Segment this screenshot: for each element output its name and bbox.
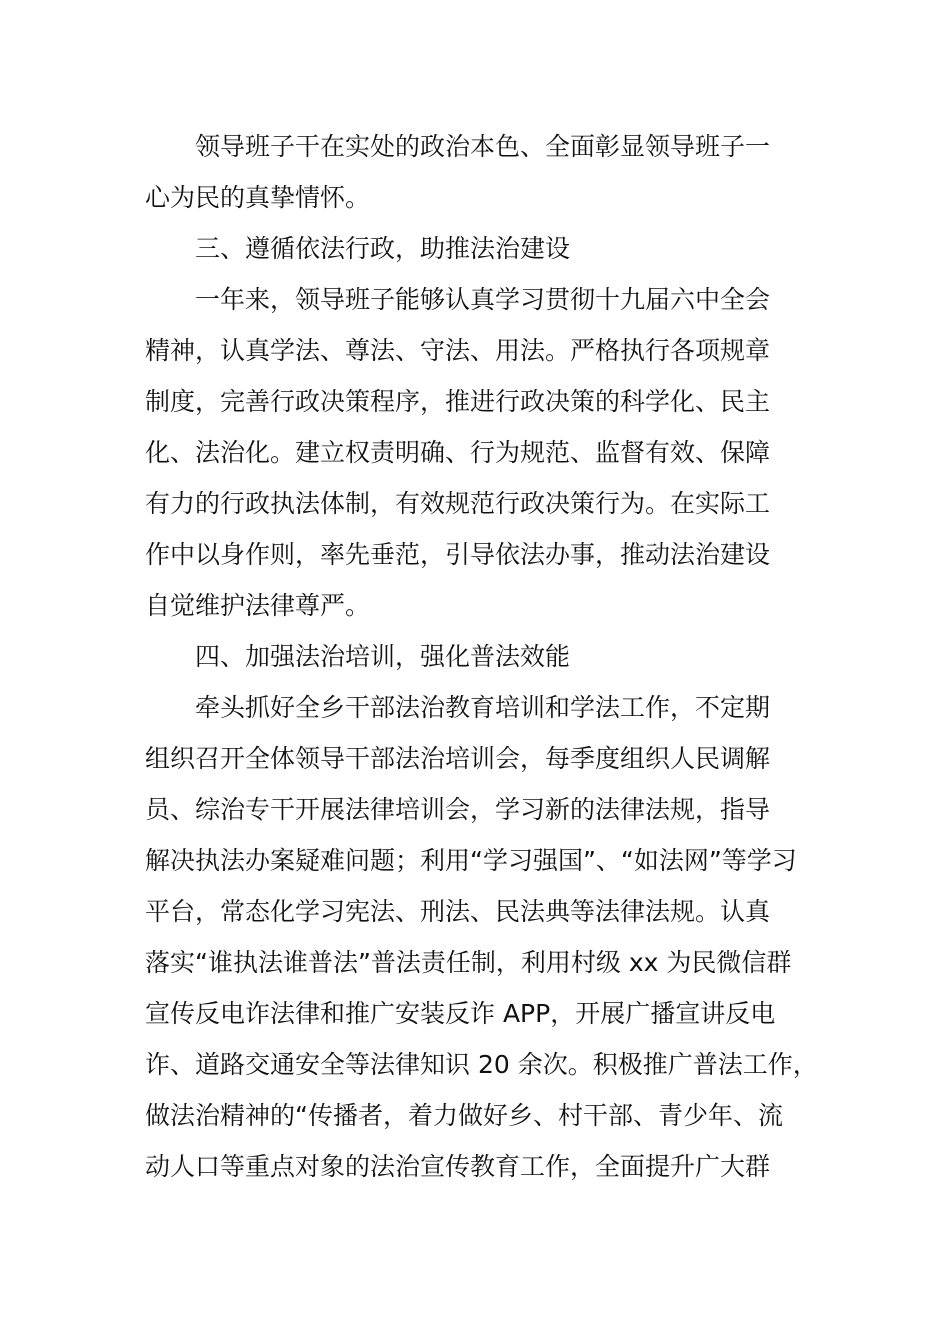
paragraph-line: 作中以身作则，率先垂范，引导依法办事，推动法治建设 [145,540,771,569]
document-body [145,121,835,1192]
paragraph-line: 组织召开全体领导干部法治培训会，每季度组织人民调解 [145,744,771,773]
section-heading-4: 四、加强法治培训，强化普法效能 [195,642,571,671]
paragraph-line: 自觉维护法律尊严。 [145,591,371,620]
paragraph-line: 宣传反电诈法律和推广安装反诈 APP，开展广播宣讲反电 [145,999,776,1028]
paragraph-line: 有力的行政执法体制，有效规范行政决策行为。在实际工 [145,489,771,518]
paragraph-line: 一年来，领导班子能够认真学习贯彻十九届六中全会 [195,285,771,314]
paragraph-line: 员、综治专干开展法律培训会，学习新的法律法规，指导 [145,795,771,824]
paragraph-line: 精神，认真学法、尊法、守法、用法。严格执行各项规章 [145,336,771,365]
paragraph-line: 解决执法办案疑难问题；利用“学习强国”、“如法网”等学习 [145,846,797,875]
paragraph-line: 领导班子干在实处的政治本色、全面彰显领导班子一 [195,132,771,161]
paragraph-line: 牵头抓好全乡干部法治教育培训和学法工作，不定期 [195,693,771,722]
paragraph-line: 做法治精神的“传播者，着力做好乡、村干部、青少年、流 [145,1101,783,1130]
section-heading-3: 三、遵循依法行政，助推法治建设 [195,234,571,263]
paragraph-line: 心为民的真挚情怀。 [145,183,371,212]
paragraph-line: 落实“谁执法谁普法”普法责任制，利用村级 xx 为民微信群 [145,948,792,977]
paragraph-line: 平台，常态化学习宪法、刑法、民法典等法律法规。认真 [145,897,771,926]
paragraph-line: 制度，完善行政决策程序，推进行政决策的科学化、民主 [145,387,771,416]
paragraph-line: 诈、道路交通安全等法律知识 20 余次。积极推广普法工作， [145,1050,818,1079]
paragraph-line: 化、法治化。建立权责明确、行为规范、监督有效、保障 [145,438,771,467]
paragraph-line: 动人口等重点对象的法治宣传教育工作，全面提升广大群 [145,1152,771,1181]
